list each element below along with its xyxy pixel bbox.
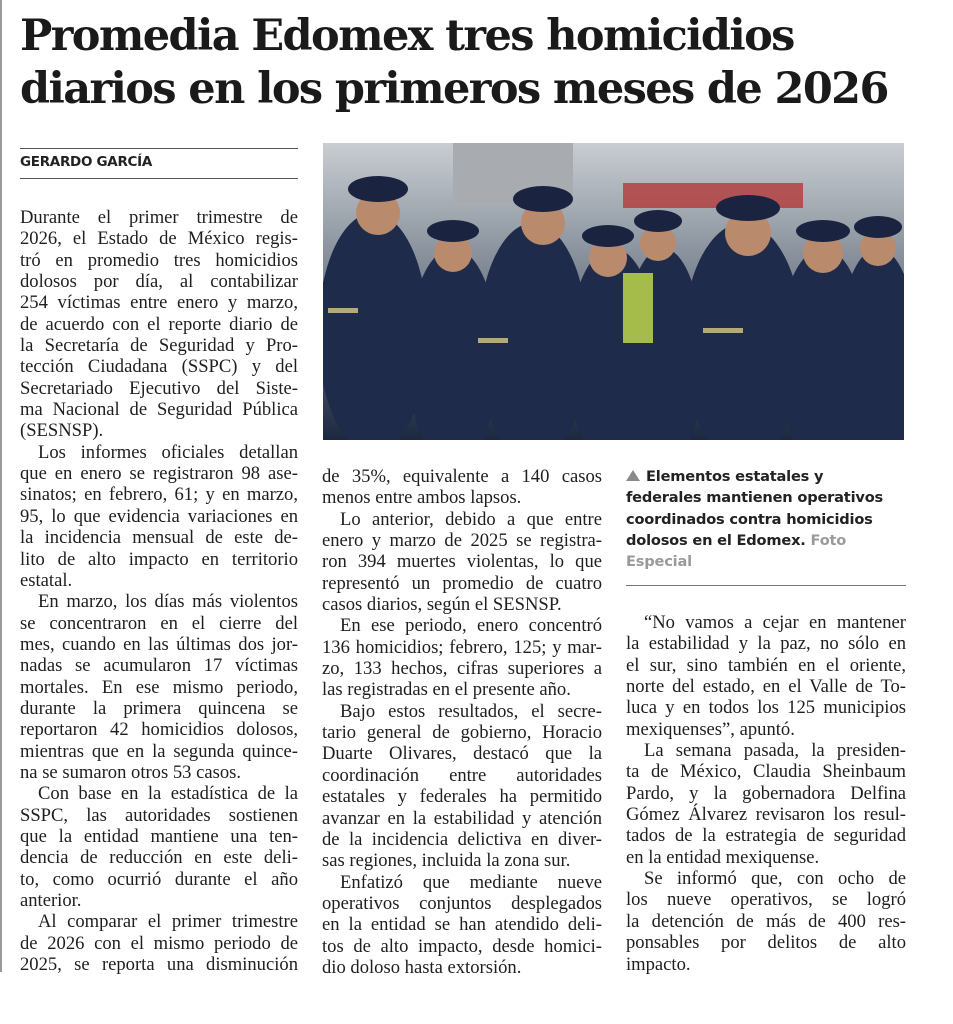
article-column-3 <box>626 612 906 975</box>
photo-caption <box>626 466 901 572</box>
paragraph-line: durante la primera quincena se <box>20 697 298 719</box>
paragraph <box>322 872 602 979</box>
paragraph-line: SSPC, las autoridades sostienen <box>20 804 298 826</box>
article-column-2 <box>322 466 602 978</box>
paragraph-line: 254 víctimas entre enero y marzo, <box>20 292 298 314</box>
paragraph-line: to, como ocurrió durante el año <box>20 868 298 890</box>
paragraph-line: que en enero se registraron 98 ase- <box>20 463 298 485</box>
paragraph-line: tró en promedio tres homicidios <box>20 249 298 271</box>
paragraph-line: el sur, sino también en el oriente, <box>626 654 906 676</box>
paragraph-line: en la entidad mexiquense. <box>626 846 820 868</box>
police-officers-photo <box>323 143 904 440</box>
paragraph-line: de 2026 con el mismo periodo de <box>20 932 298 954</box>
headline <box>20 10 940 116</box>
paragraph-line: de 35%, equivalente a 140 casos <box>322 466 602 487</box>
paragraph-line: Duarte Olivares, destacó que la <box>322 743 602 765</box>
paragraph <box>626 740 906 868</box>
paragraph-line: la incidencia mensual de este de- <box>20 527 298 549</box>
paragraph-line: enero y marzo de 2025 se registra- <box>322 530 602 552</box>
paragraph-line: menos entre ambos lapsos. <box>322 487 522 509</box>
paragraph-line: coordinación entre autoridades <box>322 764 602 786</box>
paragraph-line: Se informó que, con ocho de <box>644 868 906 890</box>
caption-text: Elementos estatales y federales mantienen operativos coordinados contra homicidios dolosos en el Edomex. <box>626 468 884 549</box>
paragraph-line: mexiquenses”, apuntó. <box>626 718 795 740</box>
paragraph-line: Al comparar el primer trimestre <box>38 911 298 933</box>
paragraph-line: 136 homicidios; febrero, 125; y mar- <box>322 636 602 658</box>
paragraph-line: Pardo, y la gobernadora Delfina <box>626 782 906 804</box>
headline-line: Promedia Edomex tres homicidios <box>20 11 794 61</box>
paragraph-line: dencia de reducción en este deli- <box>20 847 298 869</box>
paragraph <box>626 868 906 975</box>
byline: GERARDO GARCÍA <box>20 154 153 170</box>
paragraph-line: las registradas en el presente año. <box>322 679 571 701</box>
paragraph-line: 2026, el Estado de México regis- <box>20 228 298 250</box>
article-photo <box>323 143 904 440</box>
paragraph-line: reportaron 42 homicidios dolosos, <box>20 719 298 741</box>
paragraph <box>20 207 298 442</box>
paragraph-line: tos de alto impacto, desde homici- <box>322 935 602 957</box>
paragraph-line: 95, lo que evidencia variaciones en <box>20 505 298 527</box>
paragraph-line: nadas se acumularon 17 víctimas <box>20 655 298 677</box>
paragraph-line: La semana pasada, la presiden- <box>644 740 906 762</box>
article-column-1 <box>20 207 298 975</box>
paragraph-line: representó un promedio de cuatro <box>322 572 602 594</box>
paragraph <box>626 612 906 740</box>
paragraph-line: ron 394 muertes violentas, lo que <box>322 551 602 573</box>
paragraph <box>20 591 298 783</box>
paragraph-line: tario general de gobierno, Horacio <box>322 722 602 744</box>
paragraph-line: dolosos por día, al contabilizar <box>20 271 298 293</box>
byline-bottom-rule <box>20 178 298 179</box>
paragraph <box>20 783 298 911</box>
paragraph <box>20 442 298 591</box>
paragraph-line: ma Nacional de Seguridad Pública <box>20 399 298 421</box>
paragraph-line: Secretariado Ejecutivo del Siste- <box>20 377 298 399</box>
paragraph-line: mientras que en la segunda quince- <box>20 740 298 762</box>
byline-top-rule <box>20 148 298 149</box>
paragraph-line: En marzo, los días más violentos <box>38 591 298 613</box>
paragraph-line: “No vamos a cejar en mantener <box>644 612 906 633</box>
paragraph <box>322 466 602 509</box>
paragraph-line: lito de alto impacto en territorio <box>20 548 298 570</box>
paragraph-line: dio doloso hasta extorsión. <box>322 956 522 978</box>
paragraph <box>322 509 602 616</box>
paragraph <box>322 615 602 700</box>
paragraph-line: 2025, se reporta una disminución <box>20 954 298 976</box>
paragraph-line: los nueve operativos, se logró <box>626 889 906 911</box>
paragraph-line: de la incidencia delictiva en diver- <box>322 828 602 850</box>
paragraph-line: avanzar en la estabilidad y atención <box>322 807 602 829</box>
paragraph-line: luca y en todos los 125 municipios <box>626 697 906 719</box>
page-edge-rule <box>0 0 2 972</box>
paragraph-line: tección Ciudadana (SSPC) y del <box>20 356 298 378</box>
paragraph-line: estatales y federales ha permitido <box>322 786 602 808</box>
paragraph <box>20 911 298 975</box>
paragraph <box>322 701 602 872</box>
headline-line: diarios en los primeros meses de 2026 <box>20 64 888 114</box>
paragraph-line: la Secretaría de Seguridad y Pro- <box>20 335 298 357</box>
paragraph-line: zo, 133 hechos, cifras superiores a <box>322 658 602 680</box>
paragraph-line: casos diarios, según el SESNSP. <box>322 594 562 616</box>
paragraph-line: Los informes oficiales detallan <box>38 441 298 463</box>
paragraph-line: anterior. <box>20 890 82 911</box>
paragraph-line: la detención de más de 400 res- <box>626 910 906 932</box>
paragraph-line: de acuerdo con el reporte diario de <box>20 313 298 335</box>
photo-credit: Foto Especial <box>626 531 847 571</box>
paragraph-line: na se sumaron otros 53 casos. <box>20 761 242 783</box>
paragraph-line: operativos conjuntos desplegados <box>322 892 602 914</box>
paragraph-line: que la entidad mantiene una ten- <box>20 825 298 847</box>
paragraph-line: tados de la estrategia de seguridad <box>626 825 906 847</box>
paragraph-line: Bajo estos resultados, el secre- <box>340 700 602 722</box>
paragraph-line: estatal. <box>20 569 73 591</box>
paragraph-line: impacto. <box>626 953 691 975</box>
paragraph-line: la estabilidad y la paz, no sólo en <box>626 633 906 655</box>
paragraph-line: sinatos; en febrero, 61; y en marzo, <box>20 484 298 506</box>
paragraph-line: Durante el primer trimestre de <box>20 207 298 228</box>
paragraph-line: Enfatizó que mediante nueve <box>340 871 602 893</box>
paragraph-line: Lo anterior, debido a que entre <box>340 508 602 530</box>
paragraph-line: se concentraron en el cierre del <box>20 612 298 634</box>
paragraph-line: (SESNSP). <box>20 420 104 442</box>
paragraph-line: norte del estado, en el Valle de To- <box>626 676 906 698</box>
paragraph-line: Con base en la estadística de la <box>38 783 298 805</box>
paragraph-line: ponsables por delitos de alto <box>626 932 906 954</box>
paragraph-line: mortales. En ese mismo periodo, <box>20 676 298 698</box>
paragraph-line: mes, cuando en las últimas dos jor- <box>20 633 298 655</box>
paragraph-line: sas regiones, incluida la zona sur. <box>322 850 571 872</box>
caption-rule <box>626 585 906 586</box>
paragraph-line: en la entidad se han atendido deli- <box>322 914 602 936</box>
paragraph-line: ta de México, Claudia Sheinbaum <box>626 761 906 783</box>
triangle-up-icon <box>626 470 640 481</box>
paragraph-line: Gómez Álvarez revisaron los resul- <box>626 804 906 826</box>
paragraph-line: En ese periodo, enero concentró <box>340 615 602 637</box>
